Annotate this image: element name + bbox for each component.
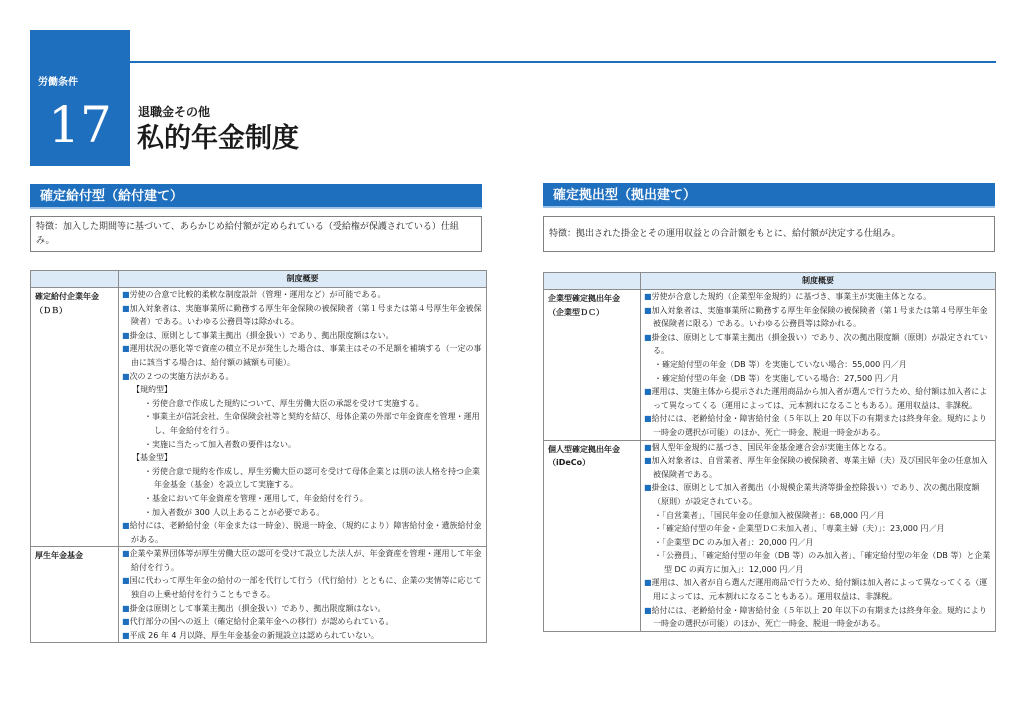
square-bullet-icon: ■ xyxy=(644,292,652,301)
overview-item-text: 掛金は、原則として事業主拠出（損金扱い）であり、次の拠出限度額（原則）が設定されている。 xyxy=(651,332,988,356)
system-name-line: 確定給付企業年金 xyxy=(35,292,99,301)
square-bullet-icon: ■ xyxy=(644,414,652,424)
overview-item-text: 給付には、老齢給付金・障害給付金（５年以上 20 年以下の有期または終身年金。規約により一時金の選択が可能）のほか、死亡一時金、脱退一時金がある。 xyxy=(651,414,987,437)
overview-item xyxy=(122,370,483,384)
square-bullet-icon: ■ xyxy=(122,290,130,299)
overview-item-text: 運用は、実施主体から提示された運用商品から加入者が選んで行うため、給付額は加入者によって異なってくる（運用によっては、元本割れになることもある）。運用収益は、非課税。 xyxy=(651,387,988,410)
system-name-cell xyxy=(544,440,641,631)
overview-item xyxy=(644,576,992,603)
system-overview-cell xyxy=(119,547,487,643)
overview-subitem: ・基金において年金資産を管理・運用して、年金給付を行う。 xyxy=(144,493,368,503)
page-title: 私的年金制度 xyxy=(137,123,299,154)
right-feature-box: 特徴：拠出された掛金とその運用収益との合計額をもとに、給付額が決定する仕組み。 xyxy=(543,216,995,252)
square-bullet-icon: ■ xyxy=(644,605,652,615)
square-bullet-icon: ■ xyxy=(644,483,652,493)
overview-item xyxy=(122,519,483,546)
square-bullet-icon: ■ xyxy=(644,456,652,466)
table-header-row xyxy=(544,273,996,290)
square-bullet-icon: ■ xyxy=(122,371,130,381)
overview-subitem: ・「企業型 DC のみ加入者」：20,000 円／月 xyxy=(654,537,814,547)
overview-item xyxy=(644,385,992,412)
overview-subitem: ・確定給付型の年金（DB 等）を実施している場合：27,500 円／月 xyxy=(654,373,899,383)
system-name-line: 厚生年金基金 xyxy=(35,551,83,561)
overview-subitem: 【規約型】 xyxy=(132,385,172,395)
overview-item xyxy=(644,604,992,631)
left-section-title: 確定給付型（給付建て） xyxy=(30,184,482,209)
table-row xyxy=(544,290,996,441)
overview-subitem: ・加入者数が 300 人以上あることが必要である。 xyxy=(144,507,325,517)
overview-subitem: 【基金型】 xyxy=(132,453,172,463)
square-bullet-icon: ■ xyxy=(122,330,130,340)
overview-item xyxy=(122,547,483,574)
chapter-number: 17 xyxy=(48,96,112,154)
right-summary-table xyxy=(543,272,996,632)
overview-item xyxy=(122,288,483,302)
overview-item-text: 掛金は、原則として加入者拠出（小規模企業共済等掛金控除扱い）であり、次の拠出限度額（原則）が設定されている。 xyxy=(651,483,980,506)
overview-item xyxy=(122,629,483,643)
overview-item-text: 加入対象者は、実施事業所に勤務する厚生年金保険の被保険者（第１号または第４号厚生年金被保険者）である。いわゆる公務員等は除かれる。 xyxy=(129,303,482,327)
overview-subitem: ・労使合意で作成した規約について、厚生労働大臣の承認を受けて実施する。 xyxy=(144,398,424,408)
table-header-overview: 制度概要 xyxy=(641,273,996,290)
overview-subitem: ・労使合意で規約を作成し、厚生労働大臣の認可を受けて母体企業とは別の法人格を持つ企業年金基金（基金）を設立して実施する。 xyxy=(144,466,480,490)
system-name-line: （ＤＢ） xyxy=(35,305,67,315)
table-corner-cell xyxy=(544,273,641,290)
overview-item xyxy=(644,290,992,304)
square-bullet-icon: ■ xyxy=(644,442,652,452)
overview-item xyxy=(644,331,992,358)
overview-subitem: ・「公務員」、「確定給付型の年金（DB 等）のみ加入者」、「確定給付型の年金（DB 等）と企業型 DC の両方に加入」：12,000 円／月 xyxy=(654,551,991,574)
overview-item-text: 個人型年金規約に基づき、国民年金基金連合会が実施主体となる。 xyxy=(651,442,892,452)
system-overview-cell xyxy=(641,290,996,441)
system-overview-cell xyxy=(641,440,996,631)
overview-item-text: 労使が合意した規約（企業型年金規約）に基づき、事業主が実施主体となる。 xyxy=(651,292,932,301)
left-feature-box: 特徴：加入した期間等に基づいて、あらかじめ給付額が定められている（受給権が保護されている）仕組み。 xyxy=(30,216,482,252)
square-bullet-icon: ■ xyxy=(644,305,652,315)
overview-item xyxy=(122,329,483,343)
square-bullet-icon: ■ xyxy=(644,332,652,342)
table-row xyxy=(544,440,996,631)
system-name-line: （企業型ＤＣ） xyxy=(548,307,604,317)
overview-item-text: 次の２つの実施方法がある。 xyxy=(129,371,234,381)
system-name-line: （iDeCo） xyxy=(548,458,591,468)
overview-item xyxy=(644,454,992,481)
overview-subitem: ・「確定給付型の年金・企業型ＤＣ未加入者」、「専業主婦（夫）」：23,000 円／月 xyxy=(654,524,945,534)
square-bullet-icon: ■ xyxy=(122,303,130,313)
square-bullet-icon: ■ xyxy=(122,344,130,354)
overview-item-text: 加入対象者は、自営業者、厚生年金保険の被保険者、専業主婦（夫）及び国民年金の任意加入被保険者である。 xyxy=(651,456,988,479)
system-name-line: 企業型確定拠出年金 xyxy=(548,294,620,303)
square-bullet-icon: ■ xyxy=(122,521,130,531)
header-rule xyxy=(130,61,996,63)
overview-item xyxy=(644,304,992,331)
right-section-title: 確定拠出型（拠出建て） xyxy=(543,183,995,208)
overview-item xyxy=(122,615,483,629)
table-row xyxy=(31,288,487,547)
overview-subitem: ・事業主が信託会社、生命保険会社等と契約を結び、母体企業の外部で年金資産を管理・運用し、年金給付を行う。 xyxy=(144,412,480,435)
table-corner-cell xyxy=(31,271,119,288)
overview-item-text: 代行部分の国への返上（確定給付企業年金への移行）が認められている。 xyxy=(129,617,394,627)
overview-item xyxy=(644,481,992,508)
overview-item-text: 国に代わって厚生年金の給付の一部を代行して行う（代行給付）とともに、企業の実情等に応じて独自の上乗せ給付を行うこともできる。 xyxy=(129,576,482,600)
overview-item-text: 加入対象者は、実施事業所に勤務する厚生年金保険の被保険者（第１号または第４号厚生年金被保険者に限る）である。いわゆる公務員等は除かれる。 xyxy=(651,305,988,329)
system-name-cell xyxy=(544,290,641,441)
table-header-overview: 制度概要 xyxy=(119,271,487,288)
overview-item xyxy=(122,574,483,601)
square-bullet-icon: ■ xyxy=(122,576,130,586)
system-overview-cell xyxy=(119,288,487,547)
overview-item-text: 掛金は原則として事業主拠出（損金扱い）であり、拠出限度額はない。 xyxy=(129,603,386,613)
page-subtitle: 退職金その他 xyxy=(138,105,211,119)
overview-item xyxy=(122,602,483,616)
overview-item-text: 平成 26 年 4 月以降、厚生年金基金の新規設立は認められていない。 xyxy=(129,630,380,640)
table-row xyxy=(31,547,487,643)
overview-item xyxy=(644,412,992,439)
overview-item-text: 掛金は、原則として事業主拠出（損金扱い）であり、拠出限度額はない。 xyxy=(129,330,394,340)
square-bullet-icon: ■ xyxy=(122,603,130,613)
overview-item xyxy=(122,302,483,329)
square-bullet-icon: ■ xyxy=(122,617,130,627)
system-name-cell xyxy=(31,547,119,643)
overview-item-text: 給付には、老齢給付金・障害給付金（５年以上 20 年以下の有期または終身年金。規約により一時金の選択が可能）のほか、死亡一時金、脱退一時金がある。 xyxy=(651,605,987,629)
overview-item-text: 労使の合意で比較的柔軟な制度設計（管理・運用など）が可能である。 xyxy=(129,290,386,299)
square-bullet-icon: ■ xyxy=(644,387,652,397)
table-header-row xyxy=(31,271,487,288)
overview-subitem: ・「自営業者」、「国民年金の任意加入被保険者」：68,000 円／月 xyxy=(654,510,885,520)
system-name-line: 個人型確定拠出年金 xyxy=(548,444,620,454)
system-name-cell xyxy=(31,288,119,547)
overview-item-text: 運用状況の悪化等で資産の積立不足が発生した場合は、事業主はその不足額を補填する（一定の事由に該当する場合は、給付額の減額も可能）。 xyxy=(129,344,482,367)
overview-subitem: ・実施に当たって加入者数の要件はない。 xyxy=(144,439,296,449)
square-bullet-icon: ■ xyxy=(122,549,130,559)
overview-item xyxy=(644,441,992,455)
square-bullet-icon: ■ xyxy=(122,630,130,640)
overview-item xyxy=(122,342,483,369)
left-table-body xyxy=(31,288,487,643)
overview-item-text: 企業や業界団体等が厚生労働大臣の認可を受けて設立した法人が、年金資産を管理・運用して年金給付を行う。 xyxy=(129,549,482,572)
left-summary-table xyxy=(30,270,487,643)
square-bullet-icon: ■ xyxy=(644,578,652,588)
overview-subitem: ・確定給付型の年金（DB 等）を実施していない場合：55,000 円／月 xyxy=(654,359,907,369)
right-table-body xyxy=(544,290,996,632)
overview-item-text: 運用は、加入者が自ら選んだ運用商品で行うため、給付額は加入者によって異なってくる（運用によっては、元本割れになることもある）。運用収益は、非課税。 xyxy=(651,578,988,602)
overview-item-text: 給付には、老齢給付金（年金または一時金）、脱退一時金、（規約により）障害給付金・遺族給付金がある。 xyxy=(129,521,482,544)
chapter-label: 労働条件 xyxy=(38,77,78,88)
